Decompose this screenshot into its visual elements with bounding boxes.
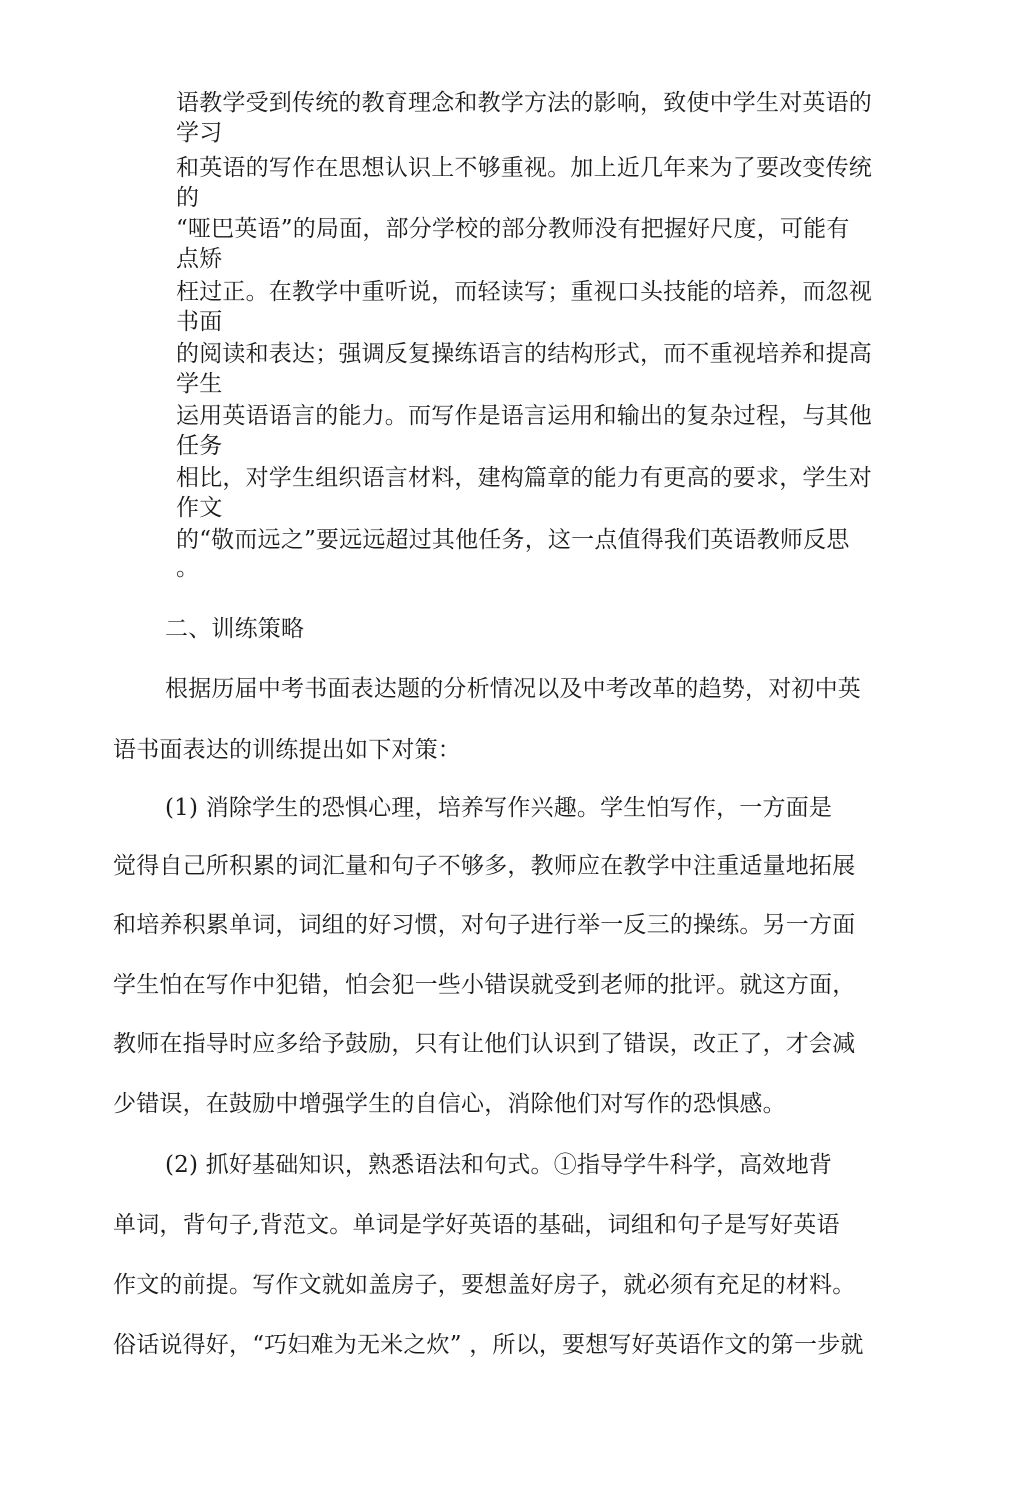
text-line: 教师在指导时应多给予鼓励，只有让他们认识到了错误，改正了，才会减 — [113, 1031, 856, 1057]
text-line: 语书面表达的训练提出如下对策： — [113, 737, 461, 763]
text-line: 枉过正。在教学中重听说，而轻读写；重视口头技能的培养，而忽视 — [176, 279, 872, 305]
text-line: 书面 — [176, 309, 223, 335]
text-line: 和英语的写作在思想认识上不够重视。加上近几年来为了要改变传统 — [176, 155, 872, 181]
text-line: 运用英语语言的能力。而写作是语言运用和输出的复杂过程，与其他 — [176, 403, 872, 429]
text-line: 。 — [176, 555, 200, 581]
text-line: 语教学受到传统的教育理念和教学方法的影响，致使中学生对英语的 — [176, 90, 872, 116]
text-line: 和培养积累单词，词组的好习惯，对句子进行举一反三的操练。另一方面 — [113, 912, 856, 938]
text-line: 根据历届中考书面表达题的分析情况以及中考改革的趋势，对初中英 — [165, 676, 861, 702]
text-line: 学生 — [176, 371, 223, 397]
text-line: 单词，背句子,背范文。单词是学好英语的基础，词组和句子是写好英语 — [113, 1212, 840, 1238]
text-line: 任务 — [176, 433, 223, 459]
text-line: 的“敬而远之”要远远超过其他任务，这一点值得我们英语教师反思 — [176, 527, 850, 553]
text-line: 学生怕在写作中犯错，怕会犯一些小错误就受到老师的批评。就这方面， — [113, 972, 856, 998]
text-line: (2) 抓好基础知识，熟悉语法和句式。①指导学牛科学，高效地背 — [165, 1152, 833, 1178]
text-line: 的 — [176, 185, 200, 211]
text-line: 少错误，在鼓励中增强学生的自信心，消除他们对写作的恐惧感。 — [113, 1091, 786, 1117]
text-line: “哑巴英语”的局面，部分学校的部分教师没有把握好尺度，可能有 — [176, 216, 850, 242]
text-line: (1) 消除学生的恐惧心理，培养写作兴趣。学生怕写作，一方面是 — [165, 795, 833, 821]
text-line: 相比，对学生组织语言材料，建构篇章的能力有更高的要求，学生对 — [176, 465, 872, 491]
text-line: 作文 — [176, 495, 223, 521]
text-line: 学习 — [176, 120, 223, 146]
text-line: 作文的前提。写作文就如盖房子，要想盖好房子，就必须有充足的材料。 — [113, 1272, 856, 1298]
text-line: 俗话说得好，“巧妇难为无米之炊” ，所以，要想写好英语作文的第一步就 — [113, 1332, 864, 1358]
text-line: 的阅读和表达；强调反复操练语言的结构形式，而不重视培养和提高 — [176, 341, 872, 367]
section-heading: 二、训练策略 — [165, 616, 305, 642]
text-line: 觉得自己所积累的词汇量和句子不够多，教师应在教学中注重适量地拓展 — [113, 853, 856, 879]
text-line: 点矫 — [176, 246, 223, 272]
